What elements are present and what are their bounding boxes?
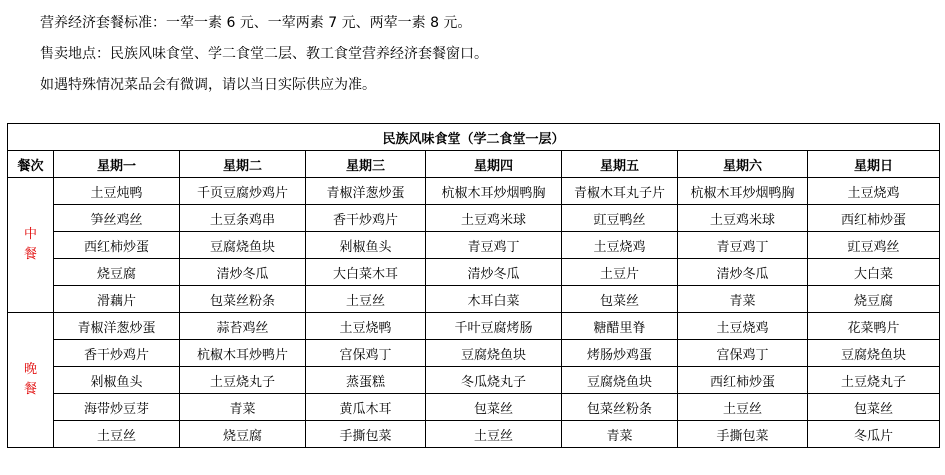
dish-cell: 土豆丝 [426, 421, 562, 448]
table-row [8, 205, 940, 232]
dish-cell: 木耳白菜 [426, 286, 562, 313]
weekly-menu-table [7, 123, 940, 448]
table-row [8, 421, 940, 448]
dish-cell: 青椒洋葱炒蛋 [306, 178, 426, 205]
intro-notes [40, 8, 488, 101]
dish-cell: 糖醋里脊 [562, 313, 678, 340]
table-row [8, 178, 940, 205]
dish-cell: 包菜丝 [562, 286, 678, 313]
dish-cell: 剁椒鱼头 [54, 367, 180, 394]
table-row [8, 232, 940, 259]
table-row [8, 259, 940, 286]
day-header-fri: 星期五 [562, 151, 678, 178]
dish-cell: 西红柿炒蛋 [54, 232, 180, 259]
dish-cell: 青豆鸡丁 [678, 232, 808, 259]
day-header-thu: 星期四 [426, 151, 562, 178]
dish-cell: 土豆片 [562, 259, 678, 286]
dish-cell: 土豆烧丸子 [808, 367, 940, 394]
dish-cell: 土豆烧鸡 [678, 313, 808, 340]
table-row [8, 340, 940, 367]
dish-cell: 冬瓜烧丸子 [426, 367, 562, 394]
table-row [8, 313, 940, 340]
dish-cell: 清炒冬瓜 [180, 259, 306, 286]
meal-label-char: 晚 [23, 362, 37, 377]
dish-cell: 青菜 [562, 421, 678, 448]
dish-cell: 豆腐烧鱼块 [426, 340, 562, 367]
dish-cell: 土豆丝 [678, 394, 808, 421]
dish-cell: 杭椒木耳炒烟鸭胸 [426, 178, 562, 205]
dish-cell: 土豆丝 [54, 421, 180, 448]
dish-cell: 土豆鸡米球 [678, 205, 808, 232]
dish-cell: 豇豆鸭丝 [562, 205, 678, 232]
meal-label-char: 餐 [23, 382, 37, 397]
dish-cell: 青菜 [180, 394, 306, 421]
dish-cell: 滑藕片 [54, 286, 180, 313]
meal-label-lunch [8, 178, 54, 313]
dish-cell: 香干炒鸡片 [306, 205, 426, 232]
dish-cell: 土豆丝 [306, 286, 426, 313]
meal-label-char: 餐 [23, 247, 37, 262]
header-row [8, 151, 940, 178]
dish-cell: 包菜丝粉条 [562, 394, 678, 421]
dish-cell: 土豆烧鸡 [808, 178, 940, 205]
dish-cell: 豇豆鸡丝 [808, 232, 940, 259]
table-row [8, 286, 940, 313]
day-header-sat: 星期六 [678, 151, 808, 178]
dish-cell: 千页豆腐炒鸡片 [180, 178, 306, 205]
dish-cell: 烧豆腐 [180, 421, 306, 448]
price-standard-text: 营养经济套餐标准：一荤一素 6 元、一荤两素 7 元、两荤一素 8 元。 [40, 15, 472, 31]
day-header-tue: 星期二 [180, 151, 306, 178]
dish-cell: 花菜鸭片 [808, 313, 940, 340]
dish-cell: 青菜 [678, 286, 808, 313]
dish-cell: 土豆烧鸭 [306, 313, 426, 340]
dish-cell: 包菜丝 [808, 394, 940, 421]
day-header-mon: 星期一 [54, 151, 180, 178]
table-row [8, 394, 940, 421]
dish-cell: 土豆烧丸子 [180, 367, 306, 394]
dish-cell: 青椒木耳丸子片 [562, 178, 678, 205]
dish-cell: 手撕包菜 [678, 421, 808, 448]
meal-label-dinner [8, 313, 54, 448]
dish-cell: 西红柿炒蛋 [678, 367, 808, 394]
dish-cell: 海带炒豆芽 [54, 394, 180, 421]
dish-cell: 蒜苔鸡丝 [180, 313, 306, 340]
dish-cell: 冬瓜片 [808, 421, 940, 448]
dish-cell: 杭椒木耳炒烟鸭胸 [678, 178, 808, 205]
sales-location-text: 售卖地点：民族风味食堂、学二食堂二层、教工食堂营养经济套餐窗口。 [40, 46, 488, 62]
dish-cell: 西红柿炒蛋 [808, 205, 940, 232]
dish-cell: 手撕包菜 [306, 421, 426, 448]
dish-cell: 豆腐烧鱼块 [808, 340, 940, 367]
table-row [8, 367, 940, 394]
meal-label-char: 中 [23, 227, 37, 242]
dish-cell: 蒸蛋糕 [306, 367, 426, 394]
dish-cell: 大白菜 [808, 259, 940, 286]
dish-cell: 豆腐烧鱼块 [180, 232, 306, 259]
dish-cell: 杭椒木耳炒鸭片 [180, 340, 306, 367]
dish-cell: 宫保鸡丁 [306, 340, 426, 367]
day-header-wed: 星期三 [306, 151, 426, 178]
dish-cell: 青椒洋葱炒蛋 [54, 313, 180, 340]
dish-cell: 包菜丝粉条 [180, 286, 306, 313]
table-title: 民族风味食堂（学二食堂一层） [8, 124, 940, 151]
dish-cell: 土豆条鸡串 [180, 205, 306, 232]
dish-cell: 烧豆腐 [808, 286, 940, 313]
dish-cell: 土豆烧鸡 [562, 232, 678, 259]
dish-cell: 笋丝鸡丝 [54, 205, 180, 232]
dish-cell: 剁椒鱼头 [306, 232, 426, 259]
dish-cell: 清炒冬瓜 [678, 259, 808, 286]
dish-cell: 青豆鸡丁 [426, 232, 562, 259]
adjustment-note-text: 如遇特殊情况菜品会有微调，请以当日实际供应为准。 [40, 77, 376, 93]
dish-cell: 大白菜木耳 [306, 259, 426, 286]
dish-cell: 香干炒鸡片 [54, 340, 180, 367]
day-header-sun: 星期日 [808, 151, 940, 178]
meal-column-header: 餐次 [8, 151, 54, 178]
dish-cell: 烧豆腐 [54, 259, 180, 286]
dish-cell: 土豆炖鸭 [54, 178, 180, 205]
dish-cell: 包菜丝 [426, 394, 562, 421]
dish-cell: 宫保鸡丁 [678, 340, 808, 367]
dish-cell: 清炒冬瓜 [426, 259, 562, 286]
dish-cell: 黄瓜木耳 [306, 394, 426, 421]
dish-cell: 千叶豆腐烤肠 [426, 313, 562, 340]
dish-cell: 豆腐烧鱼块 [562, 367, 678, 394]
dish-cell: 土豆鸡米球 [426, 205, 562, 232]
dish-cell: 烤肠炒鸡蛋 [562, 340, 678, 367]
